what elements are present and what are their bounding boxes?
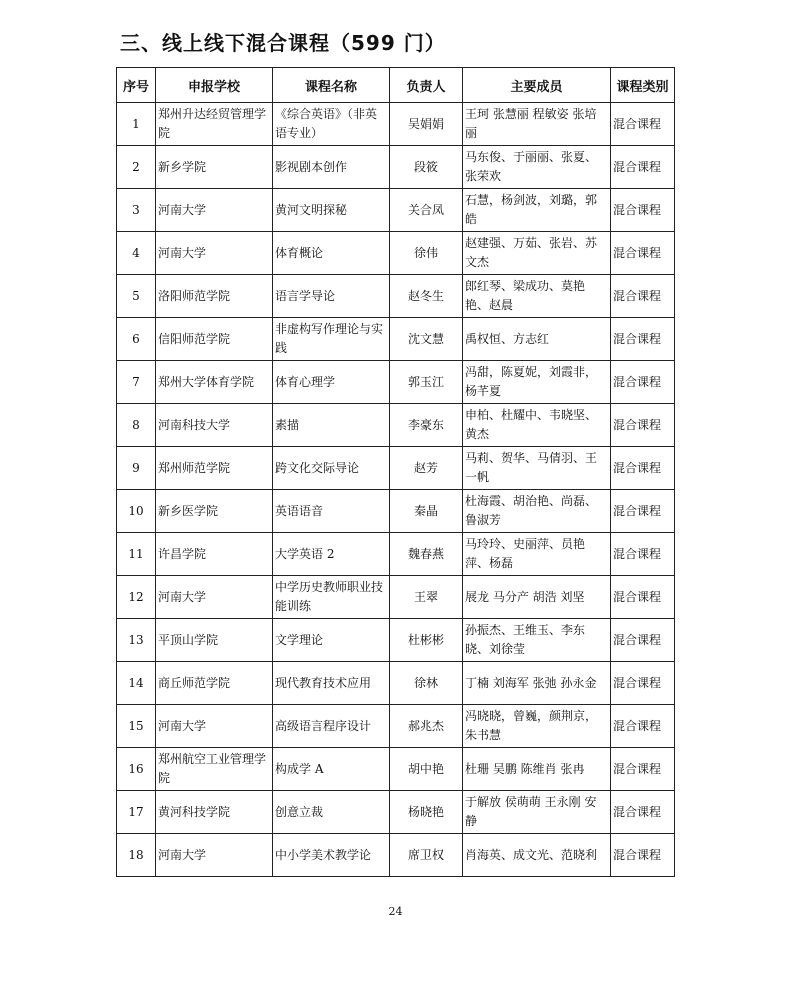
table-row: [117, 834, 675, 877]
cell-no: 2: [117, 146, 156, 189]
cell-lead: 沈文慧: [390, 318, 463, 361]
cell-no: 15: [117, 705, 156, 748]
cell-course: 体育概论: [273, 232, 390, 275]
cell-school: 平顶山学院: [156, 619, 273, 662]
cell-type: 混合课程: [611, 189, 675, 232]
cell-type: 混合课程: [611, 490, 675, 533]
cell-no: 6: [117, 318, 156, 361]
cell-lead: 段筱: [390, 146, 463, 189]
table-row: [117, 662, 675, 705]
cell-type: 混合课程: [611, 318, 675, 361]
cell-course: 黄河文明探秘: [273, 189, 390, 232]
cell-members: 杜海霞、胡治艳、尚磊、鲁淑芳: [463, 490, 611, 533]
cell-course: 现代教育技术应用: [273, 662, 390, 705]
cell-type: 混合课程: [611, 361, 675, 404]
table-row: [117, 447, 675, 490]
cell-no: 16: [117, 748, 156, 791]
header-no: 序号: [117, 68, 156, 103]
cell-members: 申柏、杜耀中、韦晓坚、黄杰: [463, 404, 611, 447]
cell-school: 许昌学院: [156, 533, 273, 576]
cell-school: 郑州航空工业管理学院: [156, 748, 273, 791]
cell-no: 7: [117, 361, 156, 404]
cell-type: 混合课程: [611, 146, 675, 189]
cell-school: 河南大学: [156, 576, 273, 619]
table-header-row: [117, 68, 675, 103]
cell-no: 18: [117, 834, 156, 877]
cell-members: 马莉、贺华、马倩羽、王一帆: [463, 447, 611, 490]
cell-school: 郑州师范学院: [156, 447, 273, 490]
cell-type: 混合课程: [611, 232, 675, 275]
cell-course: 英语语音: [273, 490, 390, 533]
cell-lead: 郝兆杰: [390, 705, 463, 748]
cell-lead: 徐伟: [390, 232, 463, 275]
cell-members: 孙振杰、王维玉、李东晓、刘徐莹: [463, 619, 611, 662]
cell-no: 4: [117, 232, 156, 275]
cell-lead: 吴娟娟: [390, 103, 463, 146]
cell-type: 混合课程: [611, 275, 675, 318]
cell-type: 混合课程: [611, 447, 675, 490]
cell-type: 混合课程: [611, 791, 675, 834]
table-row: [117, 318, 675, 361]
cell-members: 丁楠 刘海军 张弛 孙永金: [463, 662, 611, 705]
cell-no: 5: [117, 275, 156, 318]
cell-lead: 王翠: [390, 576, 463, 619]
cell-course: 非虚构写作理论与实践: [273, 318, 390, 361]
table-body: [117, 103, 675, 877]
cell-school: 黄河科技学院: [156, 791, 273, 834]
cell-no: 9: [117, 447, 156, 490]
cell-course: 《综合英语》（非英语专业）: [273, 103, 390, 146]
cell-school: 河南大学: [156, 834, 273, 877]
cell-members: 展龙 马分产 胡浩 刘坚: [463, 576, 611, 619]
table-row: [117, 490, 675, 533]
cell-course: 高级语言程序设计: [273, 705, 390, 748]
cell-no: 12: [117, 576, 156, 619]
cell-school: 郑州升达经贸管理学院: [156, 103, 273, 146]
cell-lead: 李豪东: [390, 404, 463, 447]
cell-lead: 赵冬生: [390, 275, 463, 318]
table-row: [117, 576, 675, 619]
cell-members: 冯晓晓，曾巍，颜荆京，朱书慧: [463, 705, 611, 748]
table-row: [117, 361, 675, 404]
header-school: 申报学校: [156, 68, 273, 103]
course-table: [116, 67, 675, 877]
table-row: [117, 146, 675, 189]
cell-school: 信阳师范学院: [156, 318, 273, 361]
cell-course: 中小学美术教学论: [273, 834, 390, 877]
table-row: [117, 189, 675, 232]
cell-school: 商丘师范学院: [156, 662, 273, 705]
table-row: [117, 275, 675, 318]
cell-school: 河南科技大学: [156, 404, 273, 447]
header-type: 课程类别: [611, 68, 675, 103]
cell-course: 影视剧本创作: [273, 146, 390, 189]
cell-no: 13: [117, 619, 156, 662]
cell-lead: 关合凤: [390, 189, 463, 232]
table-row: [117, 791, 675, 834]
cell-school: 新乡学院: [156, 146, 273, 189]
page-title: 三、线上线下混合课程（599 门）: [120, 31, 446, 55]
cell-school: 洛阳师范学院: [156, 275, 273, 318]
cell-course: 语言学导论: [273, 275, 390, 318]
cell-course: 素描: [273, 404, 390, 447]
cell-members: 王珂 张慧丽 程敏姿 张培丽: [463, 103, 611, 146]
cell-members: 赵建强、万茹、张岩、苏文杰: [463, 232, 611, 275]
cell-course: 中学历史教师职业技能训练: [273, 576, 390, 619]
cell-type: 混合课程: [611, 619, 675, 662]
cell-school: 新乡医学院: [156, 490, 273, 533]
cell-members: 于解放 侯萌萌 王永刚 安静: [463, 791, 611, 834]
cell-members: 马玲玲、史丽萍、员艳萍、杨磊: [463, 533, 611, 576]
cell-no: 10: [117, 490, 156, 533]
cell-no: 8: [117, 404, 156, 447]
header-course: 课程名称: [273, 68, 390, 103]
cell-school: 郑州大学体育学院: [156, 361, 273, 404]
cell-course: 创意立裁: [273, 791, 390, 834]
cell-type: 混合课程: [611, 103, 675, 146]
cell-members: 郎红琴、梁成功、莫艳艳、赵晨: [463, 275, 611, 318]
cell-members: 禹权恒、方志红: [463, 318, 611, 361]
cell-members: 肖海英、成文光、范晓利: [463, 834, 611, 877]
cell-school: 河南大学: [156, 189, 273, 232]
cell-course: 跨文化交际导论: [273, 447, 390, 490]
cell-lead: 杜彬彬: [390, 619, 463, 662]
cell-school: 河南大学: [156, 705, 273, 748]
cell-school: 河南大学: [156, 232, 273, 275]
cell-lead: 赵芳: [390, 447, 463, 490]
table-row: [117, 533, 675, 576]
cell-no: 3: [117, 189, 156, 232]
cell-lead: 胡中艳: [390, 748, 463, 791]
cell-lead: 席卫权: [390, 834, 463, 877]
page-number: 24: [388, 905, 403, 918]
cell-members: 杜珊 吴鹏 陈维肖 张冉: [463, 748, 611, 791]
cell-type: 混合课程: [611, 404, 675, 447]
cell-course: 构成学 A: [273, 748, 390, 791]
cell-type: 混合课程: [611, 705, 675, 748]
cell-no: 1: [117, 103, 156, 146]
cell-lead: 徐林: [390, 662, 463, 705]
table-row: [117, 705, 675, 748]
cell-type: 混合课程: [611, 834, 675, 877]
cell-no: 11: [117, 533, 156, 576]
table-row: [117, 404, 675, 447]
table-row: [117, 619, 675, 662]
cell-no: 17: [117, 791, 156, 834]
cell-members: 冯甜，陈夏妮，刘霞非，杨芊夏: [463, 361, 611, 404]
table-row: [117, 748, 675, 791]
header-lead: 负责人: [390, 68, 463, 103]
cell-members: 石慧，杨剑波，刘璐，郭皓: [463, 189, 611, 232]
cell-course: 文学理论: [273, 619, 390, 662]
cell-lead: 魏春燕: [390, 533, 463, 576]
cell-course: 体育心理学: [273, 361, 390, 404]
cell-lead: 杨晓艳: [390, 791, 463, 834]
cell-members: 马东俊、于丽丽、张夏、张荣欢: [463, 146, 611, 189]
table-row: [117, 232, 675, 275]
cell-type: 混合课程: [611, 576, 675, 619]
cell-type: 混合课程: [611, 662, 675, 705]
cell-type: 混合课程: [611, 748, 675, 791]
cell-lead: 郭玉江: [390, 361, 463, 404]
cell-lead: 秦晶: [390, 490, 463, 533]
cell-course: 大学英语 2: [273, 533, 390, 576]
cell-no: 14: [117, 662, 156, 705]
header-members: 主要成员: [463, 68, 611, 103]
cell-type: 混合课程: [611, 533, 675, 576]
table-row: [117, 103, 675, 146]
